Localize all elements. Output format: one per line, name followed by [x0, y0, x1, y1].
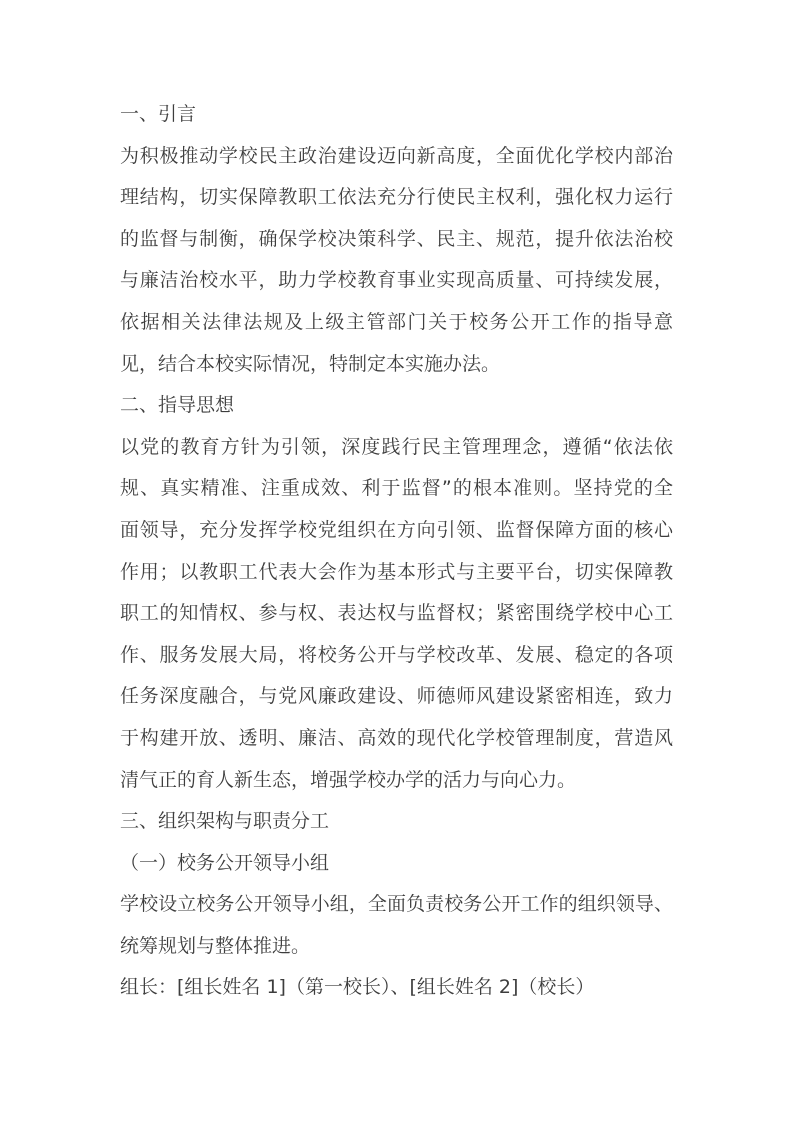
document-line: 作用；以教职工代表大会作为基本形式与主要平台，切实保障教: [120, 560, 673, 583]
document-line: 二、指导思想: [120, 394, 235, 417]
paragraph: [120, 967, 673, 1009]
section-heading: [120, 385, 673, 427]
section-heading: [120, 843, 673, 885]
document-line: 为积极推动学校民主政治建设迈向新高度，全面优化学校内部治: [120, 144, 673, 167]
document-body: [120, 94, 673, 1009]
document-line: 学校设立校务公开领导小组，全面负责校务公开工作的组织领导、: [120, 893, 673, 916]
paragraph: [120, 136, 673, 386]
document-line: 见，结合本校实际情况，特制定本实施办法。: [120, 352, 501, 375]
section-heading: [120, 94, 673, 136]
document-line: 一、引言: [120, 103, 197, 125]
document-line: 作、服务发展大局，将校务公开与学校改革、发展、稳定的各项: [120, 643, 673, 666]
paragraph: [120, 427, 673, 801]
document-line: 清气正的育人新生态，增强学校办学的活力与向心力。: [120, 768, 577, 791]
document-line: 于构建开放、透明、廉洁、高效的现代化学校管理制度，营造风: [120, 726, 673, 749]
document-line: 与廉洁治校水平，助力学校教育事业实现高质量、可持续发展，: [120, 269, 673, 292]
document-line: 以党的教育方针为引领，深度践行民主管理理念，遵循“依法依: [120, 435, 673, 458]
document-line: 的监督与制衡，确保学校决策科学、民主、规范，提升依法治校: [120, 227, 673, 250]
document-line: 依据相关法律法规及上级主管部门关于校务公开工作的指导意: [120, 310, 673, 333]
document-line: （一）校务公开领导小组: [120, 851, 330, 874]
section-heading: [120, 801, 673, 843]
document-line: 面领导，充分发挥学校党组织在方向引领、监督保障方面的核心: [120, 518, 673, 541]
document-line: 统筹规划与整体推进。: [120, 934, 311, 957]
document-line: 理结构，切实保障教职工依法充分行使民主权利，强化权力运行: [120, 186, 673, 209]
document-line: 职工的知情权、参与权、表达权与监督权；紧密围绕学校中心工: [120, 602, 673, 625]
paragraph: [120, 884, 673, 967]
document-line: 三、组织架构与职责分工: [120, 810, 330, 833]
document-line: 规、真实精准、注重成效、利于监督”的根本准则。坚持党的全: [120, 477, 673, 500]
document-line: 组长：[组长姓名 1]（第一校长）、[组长姓名 2]（校长）: [120, 976, 595, 999]
document-line: 任务深度融合，与党风廉政建设、师德师风建设紧密相连，致力: [120, 685, 673, 708]
